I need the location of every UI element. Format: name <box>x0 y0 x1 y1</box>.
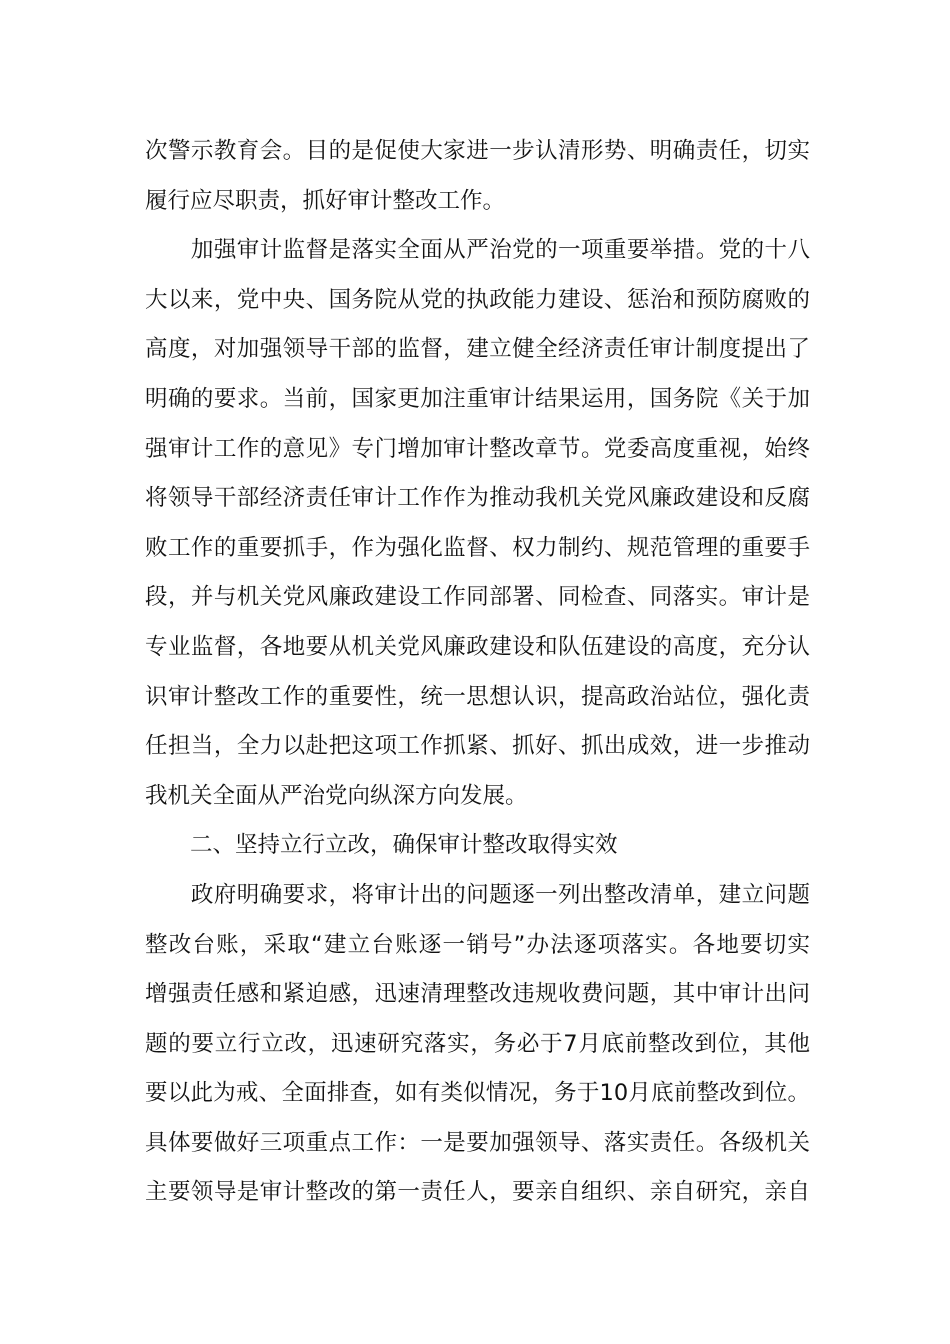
text-line: 加强审计监督是落实全面从严治党的一项重要举措。党的十八 <box>145 237 810 264</box>
text-line: 题的要立行立改，迅速研究落实，务必于7月底前整改到位，其他 <box>145 1030 810 1057</box>
text-line: 强审计工作的意见》专门增加审计整改章节。党委高度重视，始终 <box>145 435 810 462</box>
text-line: 我机关全面从严治党向纵深方向发展。 <box>145 782 528 809</box>
text-line: 败工作的重要抓手，作为强化监督、权力制约、规范管理的重要手 <box>145 534 810 561</box>
text-line: 明确的要求。当前，国家更加注重审计结果运用，国务院《关于加 <box>145 385 810 412</box>
text-line: 具体要做好三项重点工作：一是要加强领导、落实责任。各级机关 <box>145 1129 810 1156</box>
text-line: 任担当，全力以赴把这项工作抓紧、抓好、抓出成效，进一步推动 <box>145 733 810 760</box>
text-line: 段，并与机关党风廉政建设工作同部署、同检查、同落实。审计是 <box>145 584 810 611</box>
text-line: 次警示教育会。目的是促使大家进一步认清形势、明确责任，切实 <box>145 138 810 164</box>
text-line: 政府明确要求，将审计出的问题逐一列出整改清单，建立问题 <box>145 881 810 908</box>
text-line: 大以来，党中央、国务院从党的执政能力建设、惩治和预防腐败的 <box>145 286 810 313</box>
document-body <box>145 127 810 1218</box>
text-line: 专业监督，各地要从机关党风廉政建设和队伍建设的高度，充分认 <box>145 633 810 660</box>
text-line: 整改台账，采取“建立台账逐一销号”办法逐项落实。各地要切实 <box>145 931 810 958</box>
text-line: 识审计整改工作的重要性，统一思想认识，提高政治站位，强化责 <box>145 683 810 710</box>
text-line: 二、坚持立行立改，确保审计整改取得实效 <box>145 832 618 859</box>
text-line: 履行应尽职责，抓好审计整改工作。 <box>145 187 506 214</box>
text-line: 将领导干部经济责任审计工作作为推动我机关党风廉政建设和反腐 <box>145 485 810 512</box>
text-line: 主要领导是审计整改的第一责任人，要亲自组织、亲自研究，亲自 <box>145 1179 810 1206</box>
text-line: 增强责任感和紧迫感，迅速清理整改违规收费问题，其中审计出问 <box>145 981 810 1008</box>
text-line: 高度，对加强领导干部的监督，建立健全经济责任审计制度提出了 <box>145 336 810 363</box>
text-line: 要以此为戒、全面排查，如有类似情况，务于10月底前整改到位。 <box>145 1080 810 1107</box>
